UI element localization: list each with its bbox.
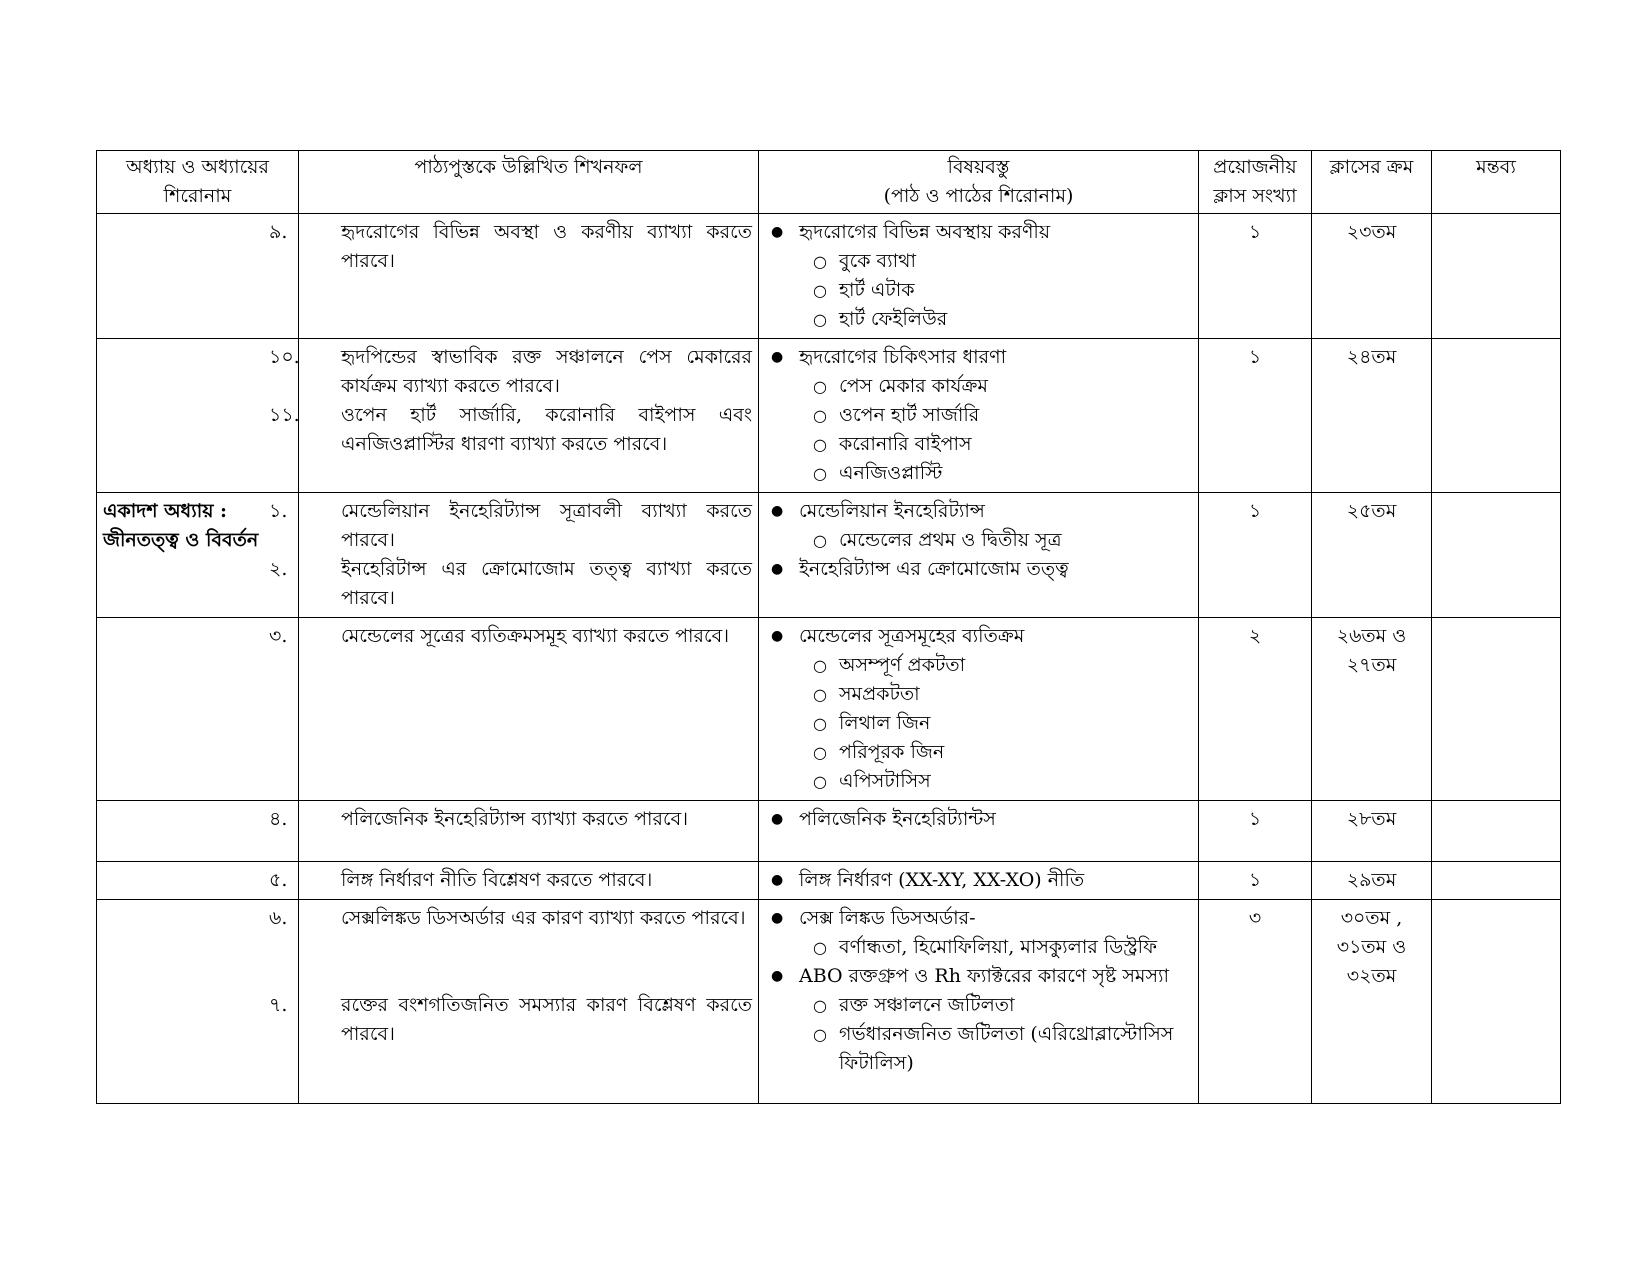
- class-order-cell: [1312, 214, 1432, 339]
- content-topic: ● ইনহেরিট্যান্স এর ক্রোমোজোম তত্ত্ব: [765, 555, 1192, 584]
- header-chapter: অধ্যায় ও অধ্যায়ের শিরোনাম: [97, 151, 299, 214]
- content-subtopic: ○ পরিপূরক জিন: [765, 738, 1192, 767]
- outcomes-cell: [269, 801, 759, 862]
- class-order: ২৭তম: [1346, 654, 1397, 676]
- class-order-cell: [1312, 862, 1432, 900]
- content-cell: [759, 493, 1199, 618]
- content-subtopic: ○ অসম্পূর্ণ প্রকটতা: [765, 651, 1192, 680]
- header-content: বিষয়বস্তু (পাঠ ও পাঠের শিরোনাম): [759, 151, 1199, 214]
- header-class-order: ক্লাসের ক্রম: [1312, 151, 1432, 214]
- content-cell: [759, 339, 1199, 493]
- class-order-cell: [1312, 493, 1432, 618]
- content-subtopic: ○ লিথাল জিন: [765, 709, 1192, 738]
- table-row: [97, 801, 1561, 862]
- content-subtopic: ○ বুকে ব্যাথা: [765, 247, 1192, 276]
- table-row: [97, 493, 1561, 618]
- outcome-number: ৫.: [269, 869, 288, 891]
- outcome-text: রক্তের বংশগতিজনিত সমস্যার কারণ বিশ্লেষণ করতে পারবে।: [341, 994, 752, 1045]
- class-order: ২৯তম: [1346, 869, 1397, 891]
- header-outcomes: পাঠ্যপুস্তকে উল্লিখিত শিখনফল: [299, 151, 759, 214]
- learning-outcome: [269, 343, 752, 401]
- class-order: ২৩তম: [1346, 221, 1397, 243]
- content-cell: [759, 862, 1199, 900]
- content-subtopic: ○ গর্ভধারনজনিত জটিলতা (এরিথ্রোব্লাস্টোসিস ফিটালিস): [765, 1020, 1192, 1078]
- content-topic: ● সেক্স লিঙ্কড ডিসঅর্ডার-: [765, 904, 1192, 933]
- chapter-title: একাদশ অধ্যায় :: [103, 500, 228, 522]
- outcome-text: ওপেন হার্ট সার্জারি, করোনারি বাইপাস এবং এনজিওপ্লাস্টির ধারণা ব্যাখ্যা করতে পারবে।: [341, 404, 752, 455]
- learning-outcome: [269, 622, 752, 651]
- remarks-cell: [1432, 862, 1561, 900]
- class-count-cell: ২: [1199, 618, 1312, 801]
- content-subtopic: ○ সমপ্রকটতা: [765, 680, 1192, 709]
- class-count-cell: ৩: [1199, 900, 1312, 1104]
- remarks-cell: [1432, 493, 1561, 618]
- content-cell: [759, 618, 1199, 801]
- header-remarks: মন্তব্য: [1432, 151, 1561, 214]
- table-row: [97, 339, 1561, 493]
- table-row: [97, 214, 1561, 339]
- table-row: [97, 862, 1561, 900]
- learning-outcome: [269, 991, 752, 1049]
- chapter-title: জীনতত্ত্ব ও বিবর্তন: [103, 529, 259, 551]
- table-row: [97, 618, 1561, 801]
- class-order: ২৪তম: [1346, 346, 1397, 368]
- learning-outcome: [269, 497, 752, 555]
- content-cell: [759, 900, 1199, 1104]
- content-topic: ● হৃদরোগের বিভিন্ন অবস্থায় করণীয়: [765, 218, 1192, 247]
- outcome-number: ১.: [269, 500, 288, 522]
- header-class-count: প্রয়োজনীয় ক্লাস সংখ্যা: [1199, 151, 1312, 214]
- class-count-cell: ১: [1199, 214, 1312, 339]
- content-topic: ● ABO রক্তগ্রুপ ও Rh ফ্যাক্টরের কারণে সৃষ্ট সমস্যা: [765, 962, 1192, 991]
- class-count-cell: ১: [1199, 339, 1312, 493]
- table-row: [97, 900, 1561, 1104]
- syllabus-table: [96, 150, 1561, 1104]
- content-subtopic: ○ পেস মেকার কার্যক্রম: [765, 372, 1192, 401]
- content-subtopic: ○ এপিসটাসিস: [765, 767, 1192, 796]
- outcomes-cell: [269, 339, 759, 493]
- content-subtopic: ○ বর্ণান্ধতা, হিমোফিলিয়া, মাসক্যুলার ডিস্ট্রফি: [765, 933, 1192, 962]
- class-order-cell: [1312, 339, 1432, 493]
- outcomes-cell: [269, 618, 759, 801]
- outcome-text: হৃদরোগের বিভিন্ন অবস্থা ও করণীয় ব্যাখ্যা করতে পারবে।: [341, 221, 752, 272]
- remarks-cell: [1432, 900, 1561, 1104]
- class-order: ৩১তম ও: [1336, 936, 1407, 958]
- remarks-cell: [1432, 214, 1561, 339]
- outcomes-cell: [269, 900, 759, 1104]
- outcome-number: ৬.: [269, 907, 288, 929]
- content-subtopic: ○ মেন্ডেলের প্রথম ও দ্বিতীয় সূত্র: [765, 526, 1192, 555]
- outcome-text: মেন্ডেলিয়ান ইনহেরিট্যান্স সূত্রাবলী ব্যাখ্যা করতে পারবে।: [341, 500, 752, 551]
- class-order: ২৫তম: [1346, 500, 1397, 522]
- content-cell: [759, 801, 1199, 862]
- content-topic: ● মেন্ডেলের সূত্রসমূহের ব্যতিক্রম: [765, 622, 1192, 651]
- content-subtopic: ○ হার্ট এটাক: [765, 276, 1192, 305]
- outcomes-cell: [269, 214, 759, 339]
- class-order: ২৮তম: [1346, 808, 1397, 830]
- class-order-cell: [1312, 900, 1432, 1104]
- learning-outcome: [269, 866, 752, 895]
- outcome-text: লিঙ্গ নির্ধারণ নীতি বিশ্লেষণ করতে পারবে।: [341, 869, 653, 891]
- content-subtopic: ○ করোনারি বাইপাস: [765, 430, 1192, 459]
- class-order: ৩২তম: [1346, 965, 1397, 987]
- class-count-cell: ১: [1199, 493, 1312, 618]
- learning-outcome: [269, 805, 752, 834]
- outcome-text: ইনহেরিটান্স এর ক্রোমোজোম তত্ত্ব ব্যাখ্যা করতে পারবে।: [341, 558, 752, 609]
- outcome-number: ১১.: [269, 404, 300, 426]
- learning-outcome: [269, 218, 752, 276]
- content-topic: ● পলিজেনিক ইনহেরিট্যান্টস: [765, 805, 1192, 834]
- content-topic: ● মেন্ডেলিয়ান ইনহেরিট্যান্স: [765, 497, 1192, 526]
- outcome-number: ১০.: [269, 346, 300, 368]
- content-subtopic: ○ হার্ট ফেইলিউর: [765, 305, 1192, 334]
- content-topic: ● হৃদরোগের চিকিৎসার ধারণা: [765, 343, 1192, 372]
- header-row: [97, 151, 1561, 214]
- class-order-cell: [1312, 618, 1432, 801]
- outcome-text: সেক্সলিঙ্কড ডিসঅর্ডার এর কারণ ব্যাখ্যা করতে পারবে।: [341, 907, 746, 929]
- class-count-cell: ১: [1199, 801, 1312, 862]
- learning-outcome: [269, 904, 752, 933]
- content-subtopic: ○ এনজিওপ্লাস্টি: [765, 459, 1192, 488]
- class-order: ২৬তম ও: [1336, 625, 1407, 647]
- learning-outcome: [269, 401, 752, 459]
- outcome-number: ২.: [269, 558, 288, 580]
- outcome-text: হৃদপিন্ডের স্বাভাবিক রক্ত সঞ্চালনে পেস মেকারের কার্যক্রম ব্যাখ্যা করতে পারবে।: [341, 346, 752, 397]
- remarks-cell: [1432, 801, 1561, 862]
- content-cell: [759, 214, 1199, 339]
- outcome-number: ৩.: [269, 625, 288, 647]
- remarks-cell: [1432, 339, 1561, 493]
- learning-outcome: [269, 555, 752, 613]
- outcomes-cell: [269, 862, 759, 900]
- content-subtopic: ○ রক্ত সঞ্চালনে জটিলতা: [765, 991, 1192, 1020]
- outcome-text: পলিজেনিক ইনহেরিট্যান্স ব্যাখ্যা করতে পারবে।: [341, 808, 688, 830]
- outcome-number: ৯.: [269, 221, 288, 243]
- outcomes-cell: [269, 493, 759, 618]
- remarks-cell: [1432, 618, 1561, 801]
- content-topic: ● লিঙ্গ নির্ধারণ (XX-XY, XX-XO) নীতি: [765, 866, 1192, 895]
- class-count-cell: ১: [1199, 862, 1312, 900]
- outcome-text: মেন্ডেলের সূত্রের ব্যতিক্রমসমূহ ব্যাখ্যা করতে পারবে।: [341, 625, 729, 647]
- outcome-number: ৪.: [269, 808, 288, 830]
- class-order-cell: [1312, 801, 1432, 862]
- outcome-number: ৭.: [269, 994, 288, 1016]
- content-subtopic: ○ ওপেন হার্ট সার্জারি: [765, 401, 1192, 430]
- class-order: ৩০তম ,: [1340, 907, 1403, 929]
